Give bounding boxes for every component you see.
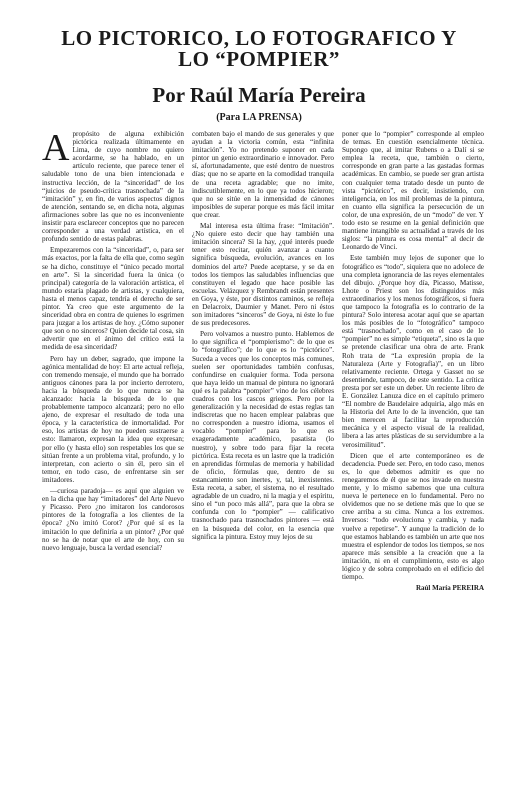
article-columns xyxy=(42,130,484,790)
paragraph-text: propósito de alguna exhibición pictórica realizada últimamente en Lima, de cuyo nombre no quiero acordarme, se ha hablado, en un artículo reciente, que parece tener el saludable tono de una bien intencionada e instructiva lección, de la “sinceridad” de los “juicios de pseudo-crítica trasnochada” de la “imitación” y, en fin, de varios aspectos dignos de atención, sentando se, en dicha nota, algunas afirmaciones sobre las que no es inconveniente insistir para esclarecer conceptos que no parecen corresponder a una verdad artística, en el profundo sentido de estas palabras. xyxy=(42,130,184,244)
paragraph: Pero hay un deber, sagrado, que impone la agónica mentalidad de hoy: El arte actual refleja, con tremendo mensaje, el mundo que ha borrado antiguos cánones para la por incierto derrotero, hacia la búsqueda de lo que nunca se ha alcanzado: hacia la búsqueda de lo que probablemente tampoco alcanzará; pero no ello ajeno, de expresar el resultado de toda una época, y la característica de inmortalidad. Por eso, los artistas de hoy no pueden sustraerse a esto: llamaron, expresan la idea que expresan; por ello (y hasta ello) son respetables los que se sitúan frente a un problema vital, profundo, y lo interpretan, con acierto o sin él, pero sin el temor, en todo caso, de enfrentarse sin ser imitadores. xyxy=(42,354,184,484)
title-line-2: LO “POMPIER” xyxy=(178,47,340,71)
byline: Por Raúl María Pereira xyxy=(152,83,366,107)
column-1 xyxy=(42,130,184,790)
column-3 xyxy=(342,130,484,790)
paragraph: poner que lo “pompier” corresponde al empleo de temas. En cuestión esencialmente técnica. Supongo que, al imitar Rubens o a Dalí si se emplea la receta, que, también o cierto, corresponde en gran parte a las gastadas formas académicas. En cambio, se puede ser gran artista con cualquier tema tratado desde un punto de vista “pictórico”, es decir, insistiendo, con inteligencia, en los mil problemas de la pintura, en cuanto ella significa la persecución de un color, de una expresión, de un “modo” de ver. Y todo esto se resume en la genial definición que mantiene intangible su actualidad a través de los siglos: “la pintura es cosa mental” al decir de Leonardo de Vinci. xyxy=(342,130,484,252)
paragraph: Este también muy lejos de suponer que lo fotográfico es “todo”, siquiera que no adolece de una completa ignorancia de las reyes elementales del dibujo. ¿Porque hoy día, Picasso, Matisse, Lhote o Priest son los distinguidos más extraordinarios y los menos fotográficos, si fuera que tampoco la fotografía es lo contrario de la pintura? Solo interesa acotar aquí que se apartan los más posibles de lo “fotográfico” tampoco está “trasnochado”, como en el caso de lo “pompier” no es simple “etiqueta”, sino es la que se pretende clasificar una obra de arte. Frank Roh trata de “La expresión propia de la Naturaleza (Arte y Fotografía)”, en un libro relativamente reciente. Ortega y Gasset no se desentiende, tampoco, de este sentido. La crítica presta por ser este un deber. Un reciente libro de E. González Lanuza dice en el capítulo primero “El nombre de Baudelaire adquiría, algo más en la Historia del Arte lo de la invención, que tan bien merecen al facilitar la reproducción mecánica y el aspecto visual de la realidad, libera a las artes plásticas de su servidumbre a la verosimilitud”. xyxy=(342,254,484,449)
paragraph: Dicen que el arte contemporáneo es de decadencia. Puede ser. Pero, en todo caso, menos es, lo que debemos admitir es que no renegaremos de él que se nos invade en nuestra mente, y lo mismo sabemos que una cultura nueva le pertenece en lo fundamental. Pero no olvidemos que no se detiene más que lo que se cree arriba a su cima. Nunca a los extremos. Inversos: “todo evoluciona y cambia, y nada vuelve a repetirse”. Y aunque la tradición de lo que estamos hablando es también un arte que nos muestra el esplendor de todos los tiempos, se nos aparece más sensible a la creación que a la imitación, ni en el cumplimiento, esto es algo lógico y de sobra comprobado en el edificio del tiempo. xyxy=(342,451,484,582)
paragraph: Pero volvamos a nuestro punto. Hablemos de lo que significa el “pompierismo”: de lo que es lo “fotográfico”; de lo que es lo “pictórico”. Suceda a veces que los conceptos más comunes, suelen ser oportunidades también confusas, confundirse en cualquier forma. Toda persona que haya leído un manual de pintura no ignorará qué es la palabra “pompier” vino de los célebres cuadros con los cascos griegos. Pero por la generalización y la necesidad de estas reglas tan indiscretas que no hacen emplear palabras que no corresponden a nuestro idioma, usamos el vocablo “pompier” para lo que es exageradamente académico, pasatista (lo nuestro), y sobre todo para fijar la receta pictórica. Esta receta es un lastre que la tradición en aprendidas fórmulas de memoria y habilidad de oficio, fórmulas que, dentro de su estancamiento son inertes, y, tal, inexistentes. Esta receta, a saber, el sistema, no el resultado agradable de un cuadro, ni la magia y el espíritu, sino el “un poco más allá”, para que la obra se confunda con lo “pompier” — calificativo trasnochado para trasnochados pintores — está en la búsqueda del color, en la esencia que significa la pintura. Estoy muy lejos de su xyxy=(192,330,334,541)
paragraph: combaten bajo el mando de sus generales y que ayudan a la victoria común, esta “infinita imitación”. Yo no pretendo suponer en cada pintor un genio extraordinario e innovador. Pero sí, afortunadamente, que esté dentro de nuestros días; que no se aparte en la comodidad tranquila de una receta agradable; que no imite, indiscutiblemente, en lo que ya todos hicieron; que no se sitúe en la inmensidad de cánones imposibles de superar porque es más fácil imitar que crear. xyxy=(192,130,334,219)
article-title xyxy=(18,28,500,70)
title-line-1: LO PICTORICO, LO FOTOGRAFICO Y xyxy=(61,26,457,50)
paragraph xyxy=(42,130,184,243)
source-note: (Para LA PRENSA) xyxy=(216,112,302,123)
drop-cap: A xyxy=(42,130,70,169)
author-signature: Raúl María PEREIRA xyxy=(415,584,484,593)
column-2 xyxy=(192,130,334,790)
paragraph: Mal interesa esta última frase: “Imitación”. ¿No quiere esto decir que hay también una imitación sincera? Si la hay, ¿qué interés puede tener esto recitar, quién avanzar a cuanto significa búsqueda, evolución, avances en los dominios del arte? Puede aceptarse, y se da en todos los tiempos las saludables influencias que constituyen el legado que hace posible las escuelas. Velázquez y Rembrandt están presentes en Goya, y éste, por distintos caminos, se refleja en Delacroix, Daumier y Manet. Pero ni éstos son imitadores “sinceros” de Goya, ni éste lo fue de sus predecesores. xyxy=(192,222,334,328)
paragraph: —curiosa paradoja— es aquí que alguien ve en la dicha que hay “imitadores” del Arte Nuevo y Picasso. Pero ¿no imitaron los candorosos pintores de la fotografía a los clientes de la época? ¿No imitó Corot? ¿Por qué sí es la imitación lo que definiría a un pintor? ¿Por qué no se ha de notar que el arte de hoy, con su nuevo lenguaje, busca la verdad esencial? xyxy=(42,487,184,552)
paragraph: Empezaremos con la “sinceridad”, o, para ser más exactos, por la falta de ella que, como según se ha dicho, constituye el “único pecado mortal en arte”. Si la sinceridad fuera la única (o principal) categoría de la valoración artística, el mundo estaría plagado de artistas, y cualquiera, hasta el menos capaz, tendría el derecho de ser pintor. Ya creo que este argumento de la sinceridad obra en contra de quienes lo esgrimen para juzgar a los artistas de hoy. ¿Cómo suponer que son o no sinceros? Quien decide tal cosa, sin advertir que en el ánimo del crítico está la medida de esa sinceridad? xyxy=(42,246,184,352)
